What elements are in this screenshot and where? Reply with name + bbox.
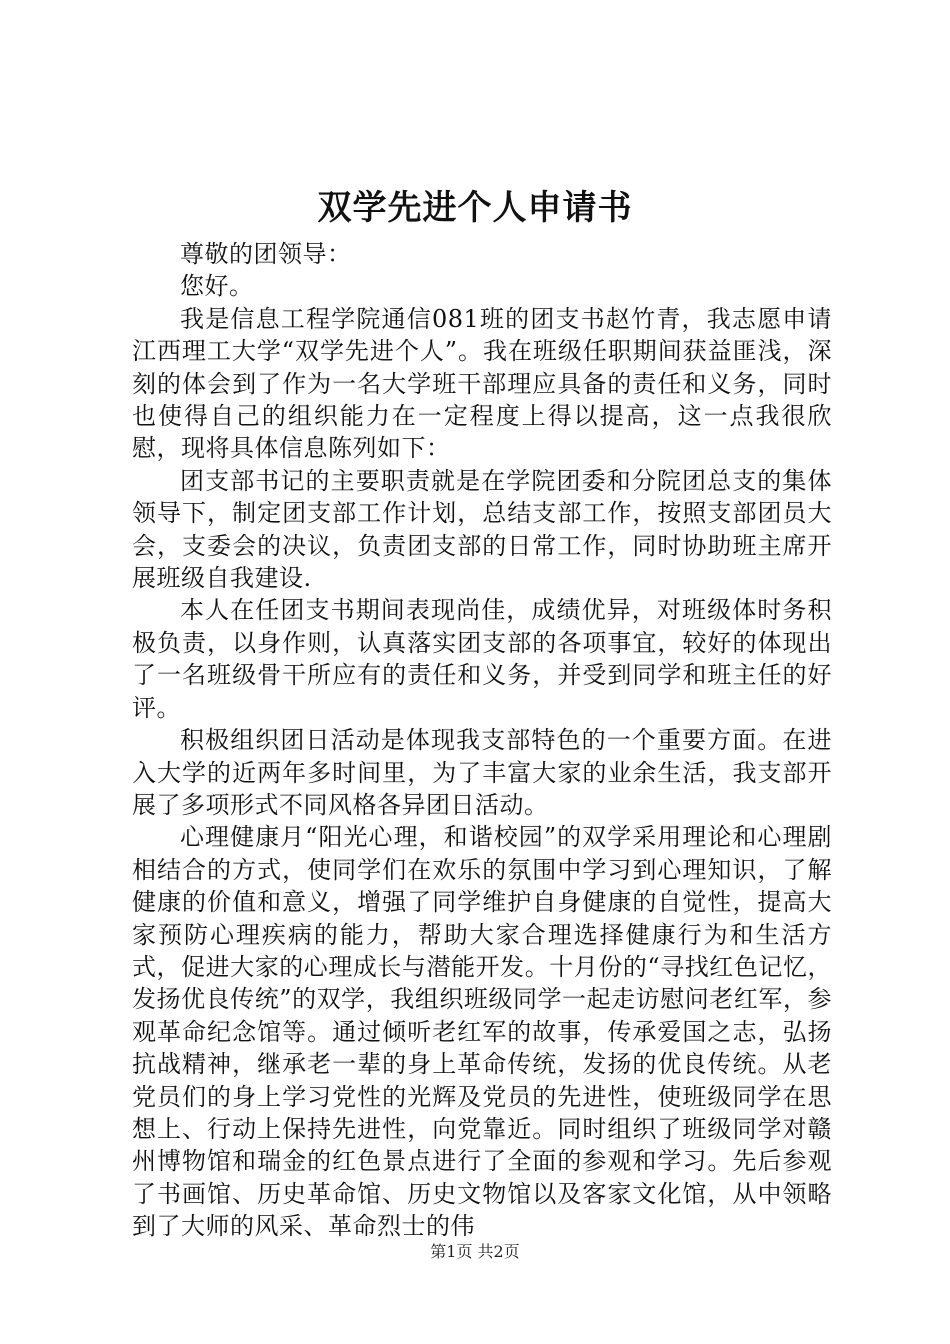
paragraph-events: 心理健康月“阳光心理，和谐校园”的双学采用理论和心理剧相结合的方式，使同学们在欢乐的氛围中学习到心理知识，了解健康的价值和意义，增强了同学维护自身健康的自觉性，提高大家预防心理疾病的能力，帮助大家合理选择健康行为和生活方式，促进大家的心理成长与潜能开发。十月份的“寻找红色记忆，发扬优良传统”的双学，我组织班级同学一起走访慰问老红军，参观革命纪念馆等。通过倾听老红军的故事，传承爱国之志，弘扬抗战精神，继承老一辈的身上革命传统，发扬的优良传统。从老党员们的身上学习党性的光辉及党员的先进性，使班级同学在思想上、行动上保持先进性，向党靠近。同时组织了班级同学对赣州博物馆和瑞金的红色景点进行了全面的参观和学习。先后参观了书画馆、历史革命馆、历史文物馆以及客家文化馆，从中领略到了大师的风采、革命烈士的伟 [132,823,832,1241]
document-title: 双学先进个人申请书 [317,188,633,228]
paragraph-introduction: 我是信息工程学院通信081班的团支书赵竹青，我志愿申请江西理工大学“双学先进个人”。我在班级任职期间获益匪浅，深刻的体会到了作为一名大学班干部理应具备的责任和义务，同时也使得自己的组织能力在一定程度上得以提高，这一点我很欣慰，现将具体信息陈列如下： [132,304,832,463]
greeting: 您好。 [180,272,254,301]
paragraph-duties: 团支部书记的主要职责就是在学院团委和分院团总支的集体领导下，制定团支部工作计划，总结支部工作，按照支部团员大会，支委会的决议，负责团支部的日常工作，同时协助班主席开展班级自我建设. [132,466,832,593]
page-footer: 第1页 共2页 [430,1242,520,1261]
paragraph-activities: 积极组织团日活动是体现我支部特色的一个重要方面。在进入大学的近两年多时间里，为了丰富大家的业余生活，我支部开展了多项形式不同风格各异团日活动。 [132,726,832,819]
paragraph-performance: 本人在任团支书期间表现尚佳，成绩优异，对班级体时务积极负责，以身作则，认真落实团支部的各项事宜，较好的体现出了一名班级骨干所应有的责任和义务，并受到同学和班主任的好评。 [132,596,832,722]
salutation: 尊敬的团领导： [180,240,352,268]
document-body [132,238,832,1243]
